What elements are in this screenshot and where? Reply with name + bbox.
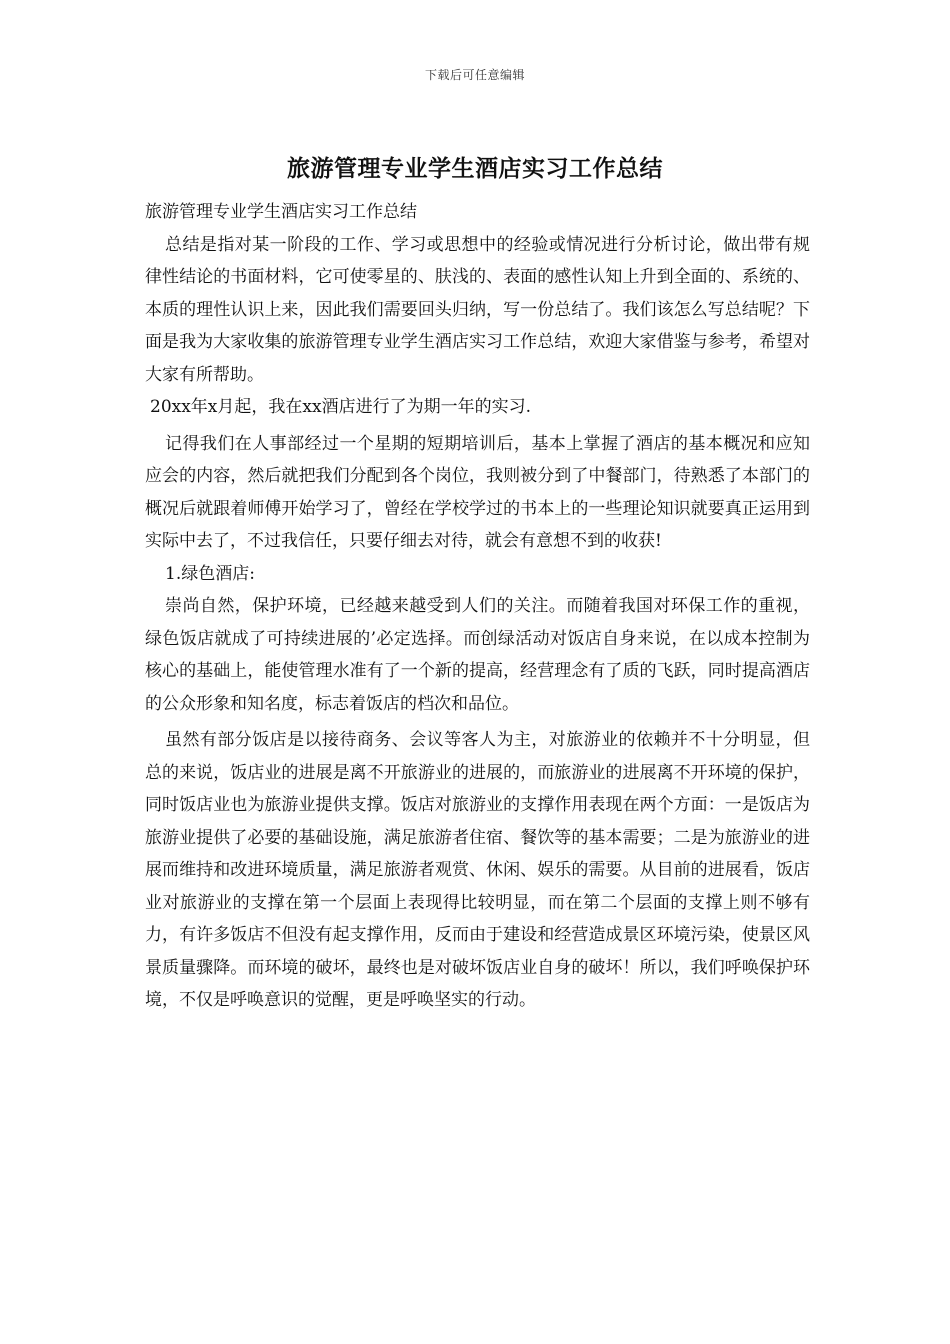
- paragraph-training: 记得我们在人事部经过一个星期的短期培训后，基本上掌握了酒店的基本概况和应知应会的内容，然后就把我们分配到各个岗位，我则被分到了中餐部门，待熟悉了本部门的概况后就跟着师傅开始学习了，曾经在学校学过的书本上的一些理论知识就要真正运用到实际中去了，不过我信任，只要仔细去对待，就会有意想不到的收获!: [145, 433, 810, 551]
- section-heading-green-hotel: 1.绿色酒店:: [165, 563, 255, 584]
- paragraph-internship-period: 20xx年x月起，我在xx酒店进行了为期一年的实习.: [150, 397, 531, 417]
- document-body: [145, 196, 810, 1017]
- paragraph-hotel-tourism: 虽然有部分饭店是以接待商务、会议等客人为主，对旅游业的依赖并不十分明显，但总的来说，饭店业的进展是离不开旅游业的进展的，而旅游业的进展离不开环境的保护，同时饭店业也为旅游业提供支撑。饭店对旅游业的支撑作用表现在两个方面：一是饭店为旅游业提供了必要的基础设施，满足旅游者住宿、餐饮等的基本需要；二是为旅游业的进展而维持和改进环境质量，满足旅游者观赏、休闲、娱乐的需要。从目前的进展看，饭店业对旅游业的支撑在第一个层面上表现得比较明显，而在第二个层面的支撑上则不够有力，有许多饭店不但没有起支撑作用，反而由于建设和经营造成景区环境污染，使景区风景质量骤降。而环境的破坏，最终也是对破坏饭店业自身的破坏！所以，我们呼唤保护环境，不仅是呼唤意识的觉醒，更是呼唤坚实的行动。: [145, 730, 810, 1010]
- document-title: 旅游管理专业学生酒店实习工作总结: [287, 155, 663, 182]
- document-subtitle: 旅游管理专业学生酒店实习工作总结: [145, 202, 417, 222]
- header-note: 下载后可任意编辑: [424, 68, 525, 82]
- paragraph-intro: 总结是指对某一阶段的工作、学习或思想中的经验或情况进行分析讨论，做出带有规律性结论的书面材料，它可使零星的、肤浅的、表面的感性认知上升到全面的、系统的、本质的理性认识上来，因此我们需要回头归纳，写一份总结了。我们该怎么写总结呢？下面是我为大家收集的旅游管理专业学生酒店实习工作总结，欢迎大家借鉴与参考，希望对大家有所帮助。: [145, 234, 810, 385]
- paragraph-green-hotel: 崇尚自然，保护环境，已经越来越受到人们的关注。而随着我国对环保工作的重视，绿色饭店就成了可持续进展的’必定选择。而创绿活动对饭店自身来说，在以成本控制为核心的基础上，能使管理水准有了一个新的提高，经营理念有了质的飞跃，同时提高酒店的公众形象和知名度，标志着饭店的档次和品位。: [145, 596, 810, 714]
